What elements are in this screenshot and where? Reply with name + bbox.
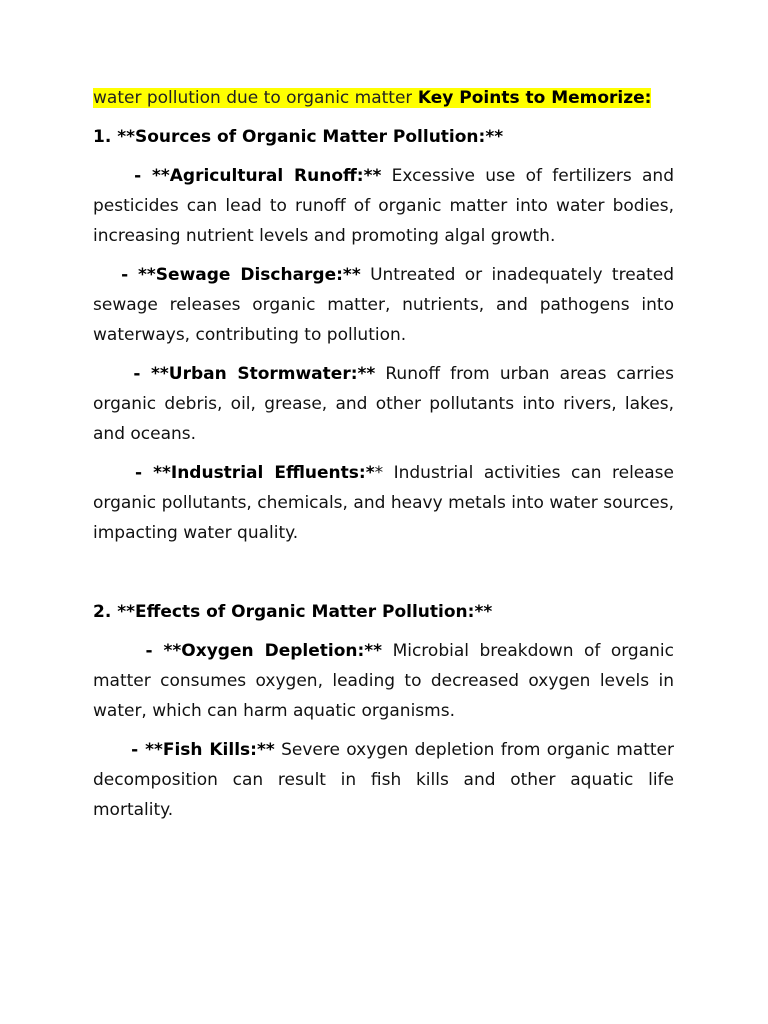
- list-item-urban-stormwater: [93, 359, 674, 449]
- item-label: - **Industrial Effluents:*: [135, 463, 375, 483]
- item-text: Excessive use of fertilizers and pesticides can lead to runoff of organic matter into water bodies, increasing nutrient levels and promoting algal growth.: [93, 166, 674, 246]
- item-text: Microbial breakdown of organic matter consumes oxygen, leading to decreased oxygen levels in water, which can harm aquatic organisms.: [93, 641, 674, 721]
- item-label: - **Urban Stormwater:**: [133, 364, 376, 384]
- title-highlight-topic: water pollution due to organic matter: [93, 88, 413, 108]
- item-label: - **Fish Kills:**: [131, 740, 275, 760]
- item-label: - **Sewage Discharge:**: [121, 265, 361, 285]
- item-text: Severe oxygen depletion from organic matter decomposition can result in fish kills and other aquatic life mortality.: [93, 740, 674, 820]
- document-page: [93, 83, 674, 825]
- list-item-fish-kills: [93, 735, 674, 825]
- list-item-oxygen-depletion: [93, 636, 674, 726]
- section-heading-sources: 1. **Sources of Organic Matter Pollution:**: [93, 127, 504, 147]
- section-heading-effects: 2. **Effects of Organic Matter Pollution:**: [93, 602, 493, 622]
- document-title: [93, 83, 674, 113]
- item-text: Untreated or inadequately treated sewage releases organic matter, nutrients, and pathogens into waterways, contributing to pollution.: [93, 265, 674, 345]
- item-label: - **Agricultural Runoff:**: [134, 166, 382, 186]
- item-text: * Industrial activities can release organic pollutants, chemicals, and heavy metals into water sources, impacting water quality.: [93, 463, 674, 543]
- item-label: - **Oxygen Depletion:**: [145, 641, 383, 661]
- list-item-sewage-discharge: [93, 260, 674, 350]
- list-item-industrial-effluents: [93, 458, 674, 548]
- title-highlight-key-points: Key Points to Memorize:: [417, 88, 652, 108]
- item-text: Runoff from urban areas carries organic debris, oil, grease, and other pollutants into rivers, lakes, and oceans.: [93, 364, 674, 444]
- list-item-agricultural-runoff: [93, 161, 674, 251]
